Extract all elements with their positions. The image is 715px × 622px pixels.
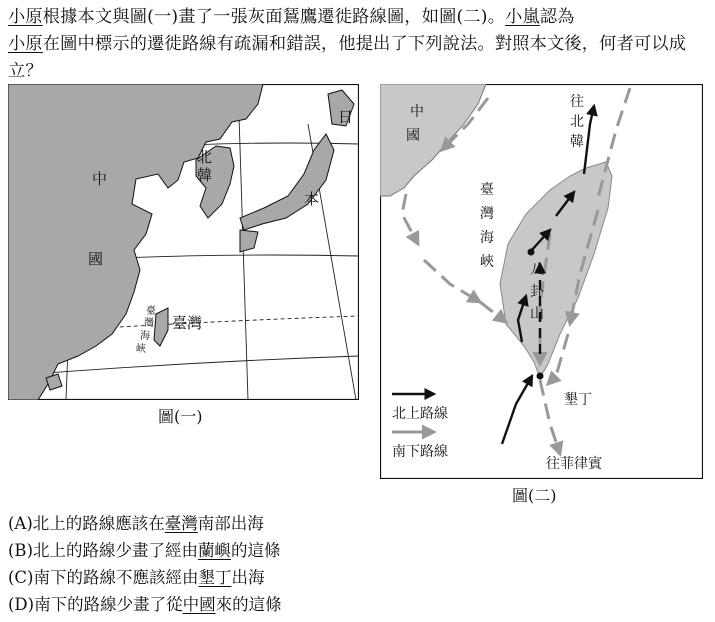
- kenting-point: [537, 373, 544, 380]
- name-xiaolan: 小嵐: [505, 7, 540, 27]
- label-to-nk-3: 韓: [570, 134, 584, 150]
- label-strait-2: 灣: [144, 318, 154, 329]
- option-underlined: 中國: [182, 595, 216, 614]
- option-underlined: 墾丁: [198, 568, 232, 587]
- label-china-1: 中: [92, 170, 108, 188]
- question-part: 根據本文與圖(一)畫了一張灰面鵟鷹遷徙路線圖，如圖(二)。: [42, 7, 506, 27]
- label-strait-2: 灣: [480, 206, 494, 222]
- option-text: (C)南下的路線不應該經由: [8, 568, 199, 587]
- label-to-philippines: 往菲律賓: [546, 456, 602, 472]
- label-strait-3: 海: [480, 230, 494, 246]
- legend-south-label: 南下路線: [392, 444, 448, 460]
- option-b[interactable]: [8, 537, 282, 564]
- option-text: 來的這條: [215, 595, 282, 614]
- option-underlined: 蘭嶼: [198, 541, 231, 560]
- label-china-2: 國: [88, 250, 104, 268]
- option-text: 的這條: [231, 541, 281, 560]
- label-bagua-1: 八: [530, 262, 544, 278]
- label-japan-1: 日: [338, 108, 354, 126]
- options-list: [8, 510, 282, 618]
- option-c[interactable]: [8, 564, 282, 591]
- map-east-asia: [8, 84, 359, 400]
- option-a[interactable]: [8, 510, 282, 537]
- name-xiaoyuan-2: 小原: [8, 34, 43, 54]
- caption-map1: 圖(一): [158, 407, 203, 426]
- label-bagua-2: 卦: [530, 284, 544, 300]
- option-text: (A)北上的路線應該在: [8, 514, 165, 533]
- question-part: 認為: [539, 7, 575, 27]
- label-nk-1: 北: [197, 148, 213, 166]
- bagua-point: [528, 249, 535, 256]
- label-taiwan: 臺灣: [172, 314, 203, 332]
- label-bagua-3: 山: [530, 306, 544, 322]
- legend-north-label: 北上路線: [392, 406, 448, 422]
- caption-map2: 圖(二): [512, 486, 557, 505]
- question-text: [8, 4, 708, 85]
- label-strait-3: 海: [140, 331, 150, 342]
- option-text: 出海: [231, 568, 265, 587]
- label-to-nk-1: 往: [570, 94, 584, 110]
- option-underlined: 臺灣: [164, 514, 198, 533]
- question-part: 在圖中標示的遷徙路線有疏漏和錯誤，他提出了下列說法。對照本文後，何者可以成立？: [8, 34, 687, 81]
- label-strait-4: 峽: [136, 344, 146, 355]
- label-china-2: 國: [406, 128, 420, 144]
- label-to-nk-2: 北: [570, 114, 584, 130]
- label-strait-1: 臺: [146, 306, 156, 317]
- option-text: (D)南下的路線少畫了從: [8, 595, 183, 614]
- label-china-1: 中: [410, 104, 424, 120]
- option-text: 南部出海: [197, 514, 264, 533]
- label-nk-2: 韓: [197, 166, 213, 184]
- name-xiaoyuan: 小原: [8, 7, 43, 27]
- label-strait-1: 臺: [480, 182, 494, 198]
- label-kenting: 墾丁: [564, 392, 592, 408]
- label-strait-4: 峽: [480, 254, 494, 270]
- option-d[interactable]: [8, 591, 282, 618]
- label-japan-2: 本: [304, 190, 320, 208]
- option-text: (B)北上的路線少畫了經由: [8, 541, 198, 560]
- map-migration-routes: [380, 84, 703, 479]
